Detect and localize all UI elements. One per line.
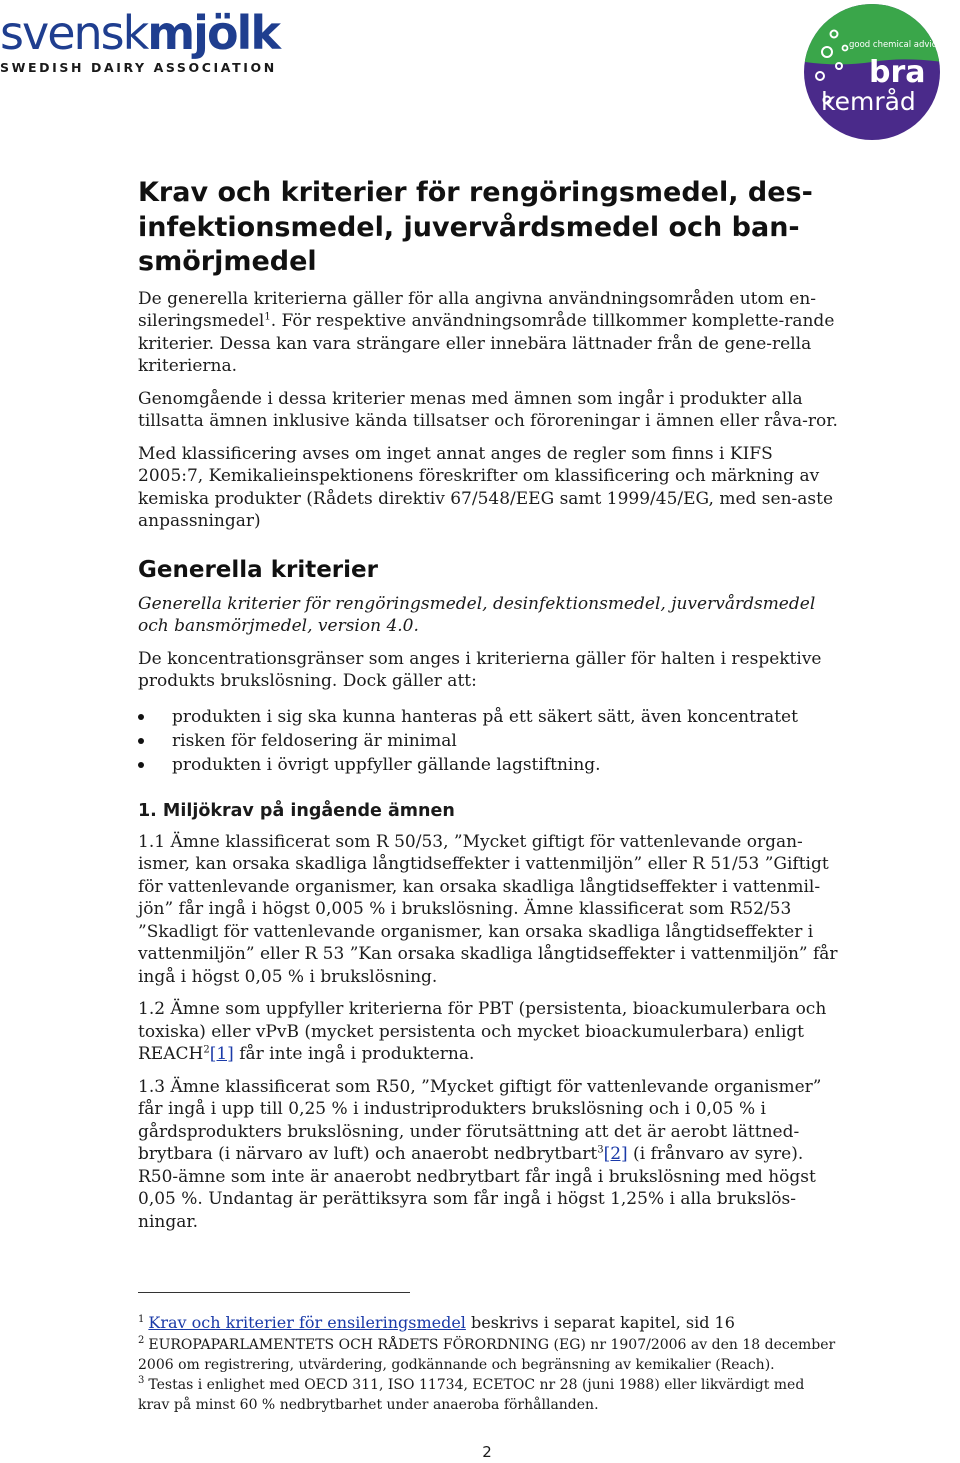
svenskmjolk-logo bbox=[0, 6, 279, 75]
list-item-text: produkten i sig ska kunna hanteras på ett säkert sätt, även koncentratet bbox=[172, 706, 798, 727]
footnote-ref-3: 3 bbox=[597, 1144, 604, 1156]
footnote-text: Testas i enlighet med OECD 311, ISO 11734, ECETOC nr 28 (juni 1988) eller likvärdigt med krav på minst 60 % nedbrytbarhet under anaeroba förhållanden. bbox=[138, 1377, 805, 1413]
footnote-ref-1: 1 bbox=[264, 311, 271, 323]
reference-link-1[interactable]: [1] bbox=[209, 1044, 234, 1064]
section-italic-subtitle: Generella kriterier för rengöringsmedel, desinfektionsmedel, juvervårdsmedel och bansmörjmedel, version 4.0. bbox=[138, 593, 816, 636]
intro-text-2: . För respektive användningsområde tillkommer komplette-rande kriterier. Dessa kan vara strängare eller innebära lättnader från de gene-rella kriterierna. bbox=[138, 311, 835, 376]
bra-kemrad-logo bbox=[787, 4, 957, 140]
ingredients-paragraph: Genomgående i dessa kriterier menas med ämnen som ingår i produkter alla tillsatta ämnen inklusive kända tillsatser och föroreningar i ämnen eller råva-ror. bbox=[138, 388, 838, 431]
list-item bbox=[138, 753, 838, 777]
logo-right-line1: bra bbox=[869, 55, 926, 90]
list-item bbox=[138, 729, 838, 753]
item-1-2-text-2: får inte ingå i produkterna. bbox=[233, 1044, 475, 1064]
item-1-3 bbox=[138, 1076, 838, 1234]
footnote-text: EUROPAPARLAMENTETS OCH RÅDETS FÖRORDNING (EG) nr 1907/2006 av den 18 december 2006 om registrering, utvärdering, godkännande och begränsning av kemikalier (Reach). bbox=[138, 1337, 836, 1373]
logo-right-tagline: good chemical advice bbox=[849, 40, 942, 50]
footnote-number: 1 bbox=[138, 1313, 145, 1325]
intro-paragraph bbox=[138, 288, 838, 378]
footnote-text: beskrivs i separat kapitel, sid 16 bbox=[465, 1313, 735, 1332]
item-1-1: 1.1 Ämne klassificerat som R 50/53, ”Mycket giftigt för vattenlevande organ-ismer, kan orsaka skadliga långtidseffekter i vattenmiljön” eller R 51/53 ”Giftigt för vattenlevande organismer, kan orsaka skadliga långtidseffekter i vattenmil-jön” får ingå i högst 0,005 % i brukslösning. Ämne klassificerat som R52/53 ”Skadligt för vattenlevande organismer, kan orsaka skadliga långtidseffekter i vattenmiljön” eller R 53 ”Kan orsaka skadliga långtidseffekter i vattenmiljön” får ingå i högst 0,05 % i brukslösning. bbox=[138, 831, 838, 987]
bullet-icon bbox=[138, 762, 144, 768]
document-title: Krav och kriterier för rengöringsmedel, des-infektionsmedel, juvervårdsmedel och ban-smörjmedel bbox=[138, 177, 813, 277]
item-1-3-text-1: 1.3 Ämne klassificerat som R50, ”Mycket giftigt för vattenlevande organismer” får ingå i upp till 0,25 % i industriprodukters brukslösning och i 0,05 % i gårdsprodukters brukslösning, under förutsättning att det är aerobt lättned-brytbara (i närvaro av luft) och anaerobt nedbrytbart bbox=[138, 1076, 822, 1164]
list-item-text: produkten i övrigt uppfyller gällande lagstiftning. bbox=[172, 754, 601, 775]
footnote-link[interactable]: Krav och kriterier för ensileringsmedel bbox=[148, 1313, 466, 1332]
page-number: 2 bbox=[482, 1443, 492, 1461]
logo-wordmark bbox=[0, 6, 279, 60]
reference-link-2[interactable]: [2] bbox=[603, 1144, 628, 1164]
footnote-1 bbox=[138, 1312, 838, 1334]
section-paragraph: De koncentrationsgränser som anges i kriterierna gäller för halten i respektive produkts brukslösning. Dock gäller att: bbox=[138, 648, 822, 691]
footnote-divider bbox=[138, 1292, 410, 1293]
footnote-3 bbox=[138, 1375, 838, 1415]
logo-right-line2: kemråd bbox=[821, 87, 916, 116]
item-1-2 bbox=[138, 998, 838, 1066]
footnote-2 bbox=[138, 1335, 838, 1375]
list-item-text: risken för feldosering är minimal bbox=[172, 730, 457, 751]
footnotes bbox=[138, 1312, 838, 1415]
item-1-2-text-1: 1.2 Ämne som uppfyller kriterierna för PBT (persistenta, bioackumulerbara och toxiska) eller vPvB (mycket persistenta och mycket bioackumulerbara) enligt REACH bbox=[138, 999, 827, 1064]
logo-wordmark-part2: mjölk bbox=[147, 6, 279, 60]
logo-wordmark-part1: svensk bbox=[0, 6, 148, 60]
section-heading: Generella kriterier bbox=[138, 556, 378, 583]
logo-tagline: SWEDISH DAIRY ASSOCIATION bbox=[0, 60, 277, 75]
document-body bbox=[138, 176, 838, 1243]
subsection-heading: 1. Miljökrav på ingående ämnen bbox=[138, 800, 455, 821]
footnote-number: 3 bbox=[138, 1375, 145, 1387]
list-item bbox=[138, 705, 838, 729]
classification-paragraph: Med klassificering avses om inget annat anges de regler som finns i KIFS 2005:7, Kemikalieinspektionens föreskrifter om klassificering och märkning av kemiska produkter (Rådets direktiv 67/548/EEG samt 1999/45/EG, med sen-aste anpassningar) bbox=[138, 443, 834, 531]
bullet-icon bbox=[138, 714, 144, 720]
bullet-icon bbox=[138, 738, 144, 744]
footnote-ref-2: 2 bbox=[203, 1044, 210, 1056]
footnote-number: 2 bbox=[138, 1335, 145, 1347]
intro-text-1: De generella kriterierna gäller för alla angivna användningsområden utom en-sileringsmedel bbox=[138, 288, 817, 331]
bullet-list bbox=[138, 705, 838, 777]
item-1-3-text-2: (i frånvaro av syre). R50-ämne som inte är anaerobt nedbrytbart får ingå i brukslösning med högst 0,05 %. Undantag är perättiksyra som får ingå i högst 1,25% i alla brukslös-ningar. bbox=[138, 1144, 816, 1232]
